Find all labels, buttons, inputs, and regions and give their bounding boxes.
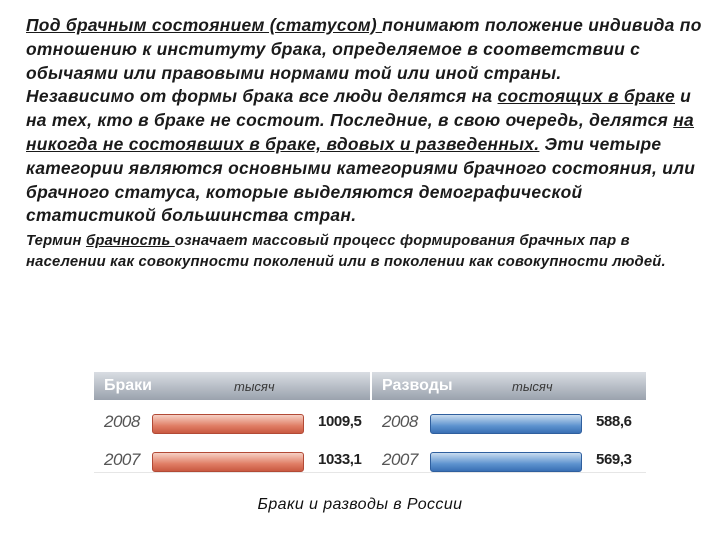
divorces-row-2008 bbox=[372, 408, 646, 438]
term-marital-status: Под брачным состоянием (статусом) bbox=[26, 15, 383, 35]
marriages-row-2008 bbox=[94, 408, 370, 438]
divorces-panel bbox=[372, 372, 646, 492]
divorces-bar bbox=[430, 452, 582, 472]
value-label: 588,6 bbox=[596, 413, 632, 430]
term-married: состоящих в браке bbox=[497, 86, 675, 107]
infographic-divider bbox=[94, 472, 646, 473]
paragraph1-seg4: Эти четыре категории являются основными категориями брачного состояния, или брачного статуса, которые выделяются демографической статистикой большинства стран. bbox=[26, 133, 696, 226]
marriages-header bbox=[94, 372, 370, 400]
marriages-panel bbox=[94, 372, 370, 492]
paragraph-marriage-rate bbox=[26, 231, 706, 273]
year-label: 2007 bbox=[104, 450, 140, 469]
marriages-title: Браки bbox=[104, 377, 153, 394]
divorces-title: Разводы bbox=[382, 377, 453, 394]
figure-caption: Браки и разводы в России bbox=[257, 496, 463, 513]
divorces-header bbox=[372, 372, 646, 400]
year-label: 2007 bbox=[382, 450, 418, 469]
term-never-married: на никогда не состоявших в браке, вдовых и разведенных. bbox=[26, 110, 695, 154]
term-marriage-rate: брачность bbox=[85, 233, 175, 250]
marriages-bar bbox=[152, 452, 304, 472]
paragraph1-seg3: и на тех, кто в браке не состоит. Последние, в свою очередь, делятся bbox=[26, 86, 692, 131]
paragraph-marital-status bbox=[26, 14, 706, 228]
marriages-bar bbox=[152, 414, 304, 434]
paragraph2-seg1: Термин bbox=[26, 233, 86, 250]
value-label: 1009,5 bbox=[318, 413, 362, 430]
marriages-divorces-infographic bbox=[94, 372, 646, 492]
value-label: 1033,1 bbox=[318, 451, 362, 468]
paragraph2-seg2: означает массовый процесс формирования брачных пар в населении как совокупности поколений или в поколении как совокупности людей. bbox=[26, 233, 666, 271]
main-text bbox=[26, 14, 706, 273]
divorces-unit: тысяч bbox=[512, 378, 553, 394]
year-label: 2008 bbox=[104, 412, 140, 431]
paragraph1-seg2: Независимо от формы брака все люди делятся на bbox=[26, 86, 498, 107]
value-label: 569,3 bbox=[596, 451, 632, 468]
paragraph1-seg1: понимают положение индивида по отношению к институту брака, определяемое в соответствии с обычаями или правовыми нормами той или иной страны. bbox=[26, 15, 702, 83]
year-label: 2008 bbox=[382, 412, 418, 431]
divorces-bar bbox=[430, 414, 582, 434]
marriages-unit: тысяч bbox=[234, 378, 275, 394]
